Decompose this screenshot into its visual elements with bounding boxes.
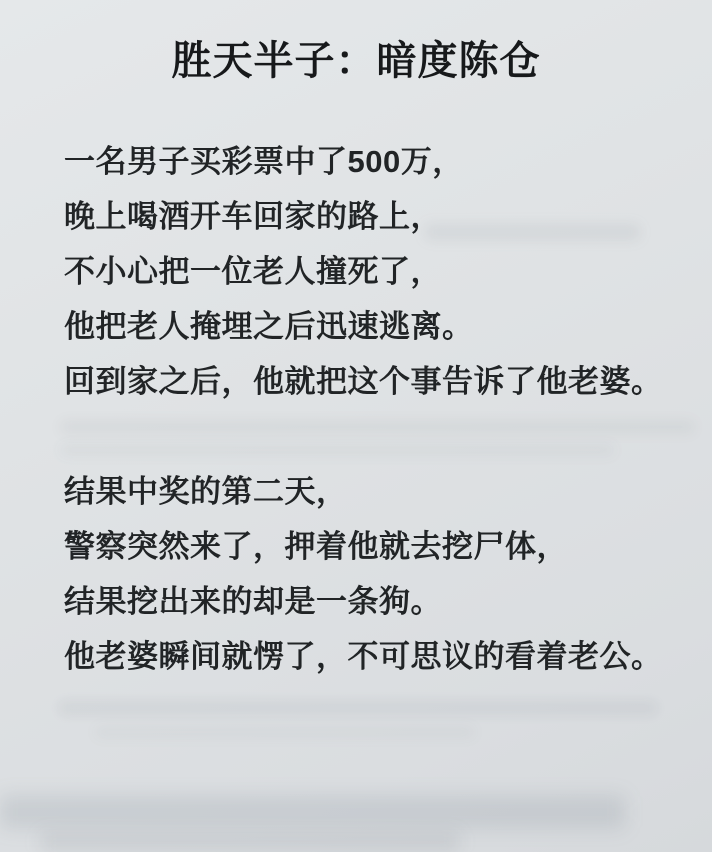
text-line: 一名男子买彩票中了500万， [64,144,464,179]
paragraph-1 [64,134,663,409]
text-line: 警察突然来了，押着他就去挖尸体， [64,529,568,564]
text-line: 回到家之后，他就把这个事告诉了他老婆。 [64,364,663,399]
text-line: 他老婆瞬间就愣了，不可思议的看着老公。 [64,639,663,674]
text-line: 不小心把一位老人撞死了， [64,254,442,289]
text-line: 结果挖出来的却是一条狗。 [64,584,442,619]
page-title: 胜天半子：暗度陈仓 [171,39,541,83]
text-line: 晚上喝酒开车回家的路上， [64,199,442,234]
text-line: 结果中奖的第二天， [64,474,348,509]
story-body [0,134,712,684]
text-line: 他把老人掩埋之后迅速逃离。 [64,309,474,344]
paragraph-2 [64,464,663,684]
